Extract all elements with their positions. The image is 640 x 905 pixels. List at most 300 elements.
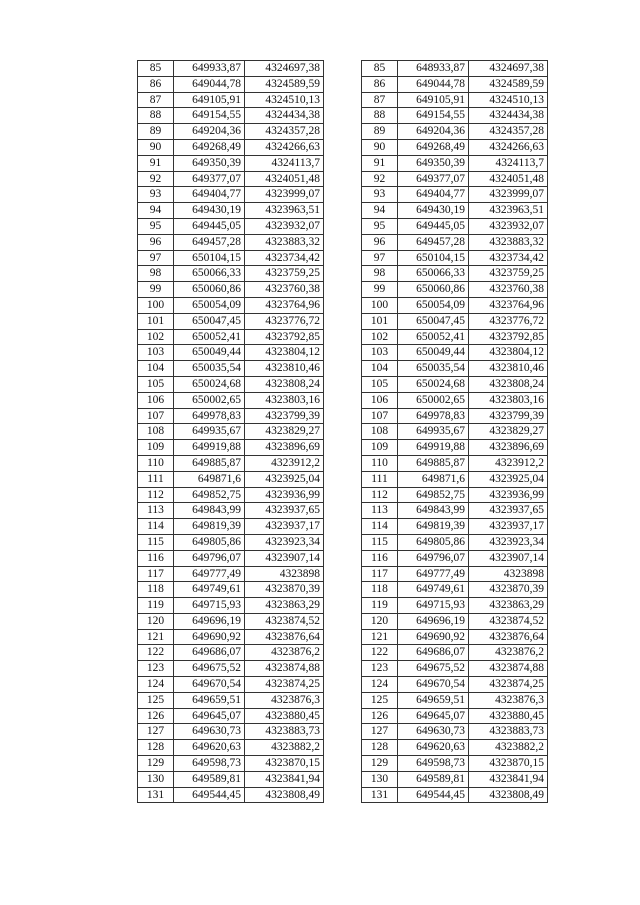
x-coordinate-cell: 649154,55	[174, 108, 245, 124]
y-coordinate-cell: 4323898	[245, 566, 324, 582]
point-number-cell: 98	[138, 266, 174, 282]
x-coordinate-cell: 649268,49	[398, 139, 469, 155]
point-number-cell: 110	[138, 455, 174, 471]
coordinates-table-right-body	[362, 61, 548, 803]
point-number-cell: 99	[362, 282, 398, 298]
table-row	[362, 329, 548, 345]
table-row	[138, 598, 324, 614]
point-number-cell: 125	[362, 692, 398, 708]
x-coordinate-cell: 649659,51	[174, 692, 245, 708]
table-row	[138, 329, 324, 345]
table-row	[138, 155, 324, 171]
point-number-cell: 118	[362, 582, 398, 598]
y-coordinate-cell: 4323874,25	[245, 677, 324, 693]
x-coordinate-cell: 649659,51	[398, 692, 469, 708]
y-coordinate-cell: 4323804,12	[245, 345, 324, 361]
point-number-cell: 130	[138, 771, 174, 787]
point-number-cell: 97	[362, 250, 398, 266]
point-number-cell: 86	[362, 76, 398, 92]
point-number-cell: 88	[362, 108, 398, 124]
y-coordinate-cell: 4323932,07	[245, 218, 324, 234]
table-row	[138, 724, 324, 740]
point-number-cell: 119	[362, 598, 398, 614]
y-coordinate-cell: 4323896,69	[469, 440, 548, 456]
point-number-cell: 117	[362, 566, 398, 582]
point-number-cell: 93	[362, 187, 398, 203]
point-number-cell: 114	[138, 519, 174, 535]
y-coordinate-cell: 4324697,38	[469, 61, 548, 77]
y-coordinate-cell: 4324266,63	[245, 139, 324, 155]
x-coordinate-cell: 649457,28	[174, 234, 245, 250]
y-coordinate-cell: 4323863,29	[245, 598, 324, 614]
x-coordinate-cell: 649871,6	[398, 471, 469, 487]
point-number-cell: 91	[138, 155, 174, 171]
y-coordinate-cell: 4324589,59	[245, 76, 324, 92]
point-number-cell: 105	[138, 376, 174, 392]
table-row	[362, 471, 548, 487]
table-row	[138, 629, 324, 645]
table-row	[138, 708, 324, 724]
table-row	[362, 266, 548, 282]
table-row	[362, 171, 548, 187]
point-number-cell: 116	[362, 550, 398, 566]
table-row	[138, 361, 324, 377]
table-row	[362, 519, 548, 535]
y-coordinate-cell: 4323841,94	[245, 771, 324, 787]
point-number-cell: 100	[138, 297, 174, 313]
x-coordinate-cell: 649457,28	[398, 234, 469, 250]
table-row	[362, 282, 548, 298]
x-coordinate-cell: 649749,61	[174, 582, 245, 598]
table-row	[362, 361, 548, 377]
x-coordinate-cell: 650002,65	[398, 392, 469, 408]
x-coordinate-cell: 649589,81	[398, 771, 469, 787]
x-coordinate-cell: 650035,54	[174, 361, 245, 377]
table-row	[362, 76, 548, 92]
point-number-cell: 109	[362, 440, 398, 456]
x-coordinate-cell: 649670,54	[398, 677, 469, 693]
y-coordinate-cell: 4323907,14	[469, 550, 548, 566]
y-coordinate-cell: 4323764,96	[469, 297, 548, 313]
table-row	[138, 487, 324, 503]
table-row	[138, 677, 324, 693]
point-number-cell: 94	[138, 203, 174, 219]
y-coordinate-cell: 4323876,3	[245, 692, 324, 708]
x-coordinate-cell: 649630,73	[174, 724, 245, 740]
x-coordinate-cell: 649919,88	[398, 440, 469, 456]
table-row	[362, 124, 548, 140]
table-row	[362, 708, 548, 724]
y-coordinate-cell: 4323912,2	[245, 455, 324, 471]
x-coordinate-cell: 649430,19	[174, 203, 245, 219]
y-coordinate-cell: 4323799,39	[245, 408, 324, 424]
x-coordinate-cell: 650060,86	[174, 282, 245, 298]
x-coordinate-cell: 649204,36	[174, 124, 245, 140]
x-coordinate-cell: 649670,54	[174, 677, 245, 693]
x-coordinate-cell: 650047,45	[174, 313, 245, 329]
x-coordinate-cell: 649819,39	[398, 519, 469, 535]
y-coordinate-cell: 4323870,39	[469, 582, 548, 598]
table-row	[138, 218, 324, 234]
table-row	[138, 392, 324, 408]
y-coordinate-cell: 4323925,04	[245, 471, 324, 487]
y-coordinate-cell: 4323874,88	[469, 661, 548, 677]
point-number-cell: 120	[138, 613, 174, 629]
table-row	[362, 771, 548, 787]
point-number-cell: 113	[362, 503, 398, 519]
coordinates-table-right	[361, 60, 548, 803]
point-number-cell: 120	[362, 613, 398, 629]
y-coordinate-cell: 4323810,46	[245, 361, 324, 377]
table-row	[138, 171, 324, 187]
point-number-cell: 95	[138, 218, 174, 234]
x-coordinate-cell: 650054,09	[174, 297, 245, 313]
y-coordinate-cell: 4323874,88	[245, 661, 324, 677]
y-coordinate-cell: 4323808,49	[245, 787, 324, 803]
table-row	[138, 550, 324, 566]
x-coordinate-cell: 649749,61	[398, 582, 469, 598]
point-number-cell: 92	[362, 171, 398, 187]
y-coordinate-cell: 4323883,73	[469, 724, 548, 740]
point-number-cell: 92	[138, 171, 174, 187]
y-coordinate-cell: 4323883,32	[469, 234, 548, 250]
x-coordinate-cell: 650002,65	[174, 392, 245, 408]
table-row	[362, 424, 548, 440]
table-row	[362, 740, 548, 756]
table-row	[138, 771, 324, 787]
table-row	[362, 61, 548, 77]
point-number-cell: 128	[362, 740, 398, 756]
y-coordinate-cell: 4323808,24	[469, 376, 548, 392]
point-number-cell: 89	[362, 124, 398, 140]
table-row	[362, 408, 548, 424]
table-row	[138, 455, 324, 471]
x-coordinate-cell: 649404,77	[398, 187, 469, 203]
y-coordinate-cell: 4323734,42	[245, 250, 324, 266]
x-coordinate-cell: 649544,45	[398, 787, 469, 803]
x-coordinate-cell: 649935,67	[398, 424, 469, 440]
x-coordinate-cell: 649645,07	[398, 708, 469, 724]
table-row	[138, 613, 324, 629]
point-number-cell: 122	[362, 645, 398, 661]
point-number-cell: 125	[138, 692, 174, 708]
y-coordinate-cell: 4323999,07	[469, 187, 548, 203]
point-number-cell: 95	[362, 218, 398, 234]
x-coordinate-cell: 650104,15	[174, 250, 245, 266]
y-coordinate-cell: 4324510,13	[469, 92, 548, 108]
point-number-cell: 96	[138, 234, 174, 250]
x-coordinate-cell: 649675,52	[174, 661, 245, 677]
x-coordinate-cell: 650047,45	[398, 313, 469, 329]
point-number-cell: 87	[138, 92, 174, 108]
x-coordinate-cell: 650066,33	[174, 266, 245, 282]
table-row	[362, 629, 548, 645]
table-row	[362, 566, 548, 582]
point-number-cell: 87	[362, 92, 398, 108]
table-row	[138, 203, 324, 219]
point-number-cell: 116	[138, 550, 174, 566]
y-coordinate-cell: 4323829,27	[245, 424, 324, 440]
point-number-cell: 93	[138, 187, 174, 203]
point-number-cell: 101	[362, 313, 398, 329]
point-number-cell: 104	[362, 361, 398, 377]
y-coordinate-cell: 4324510,13	[245, 92, 324, 108]
y-coordinate-cell: 4323876,2	[469, 645, 548, 661]
y-coordinate-cell: 4323734,42	[469, 250, 548, 266]
table-row	[362, 297, 548, 313]
table-row	[362, 392, 548, 408]
table-row	[362, 724, 548, 740]
y-coordinate-cell: 4323759,25	[245, 266, 324, 282]
y-coordinate-cell: 4323876,64	[469, 629, 548, 645]
table-row	[138, 187, 324, 203]
y-coordinate-cell: 4323936,99	[245, 487, 324, 503]
point-number-cell: 101	[138, 313, 174, 329]
y-coordinate-cell: 4323876,2	[245, 645, 324, 661]
table-row	[138, 345, 324, 361]
table-row	[362, 440, 548, 456]
x-coordinate-cell: 649350,39	[174, 155, 245, 171]
table-row	[138, 76, 324, 92]
y-coordinate-cell: 4323880,45	[245, 708, 324, 724]
table-row	[138, 471, 324, 487]
table-row	[362, 155, 548, 171]
table-row	[362, 218, 548, 234]
table-row	[362, 92, 548, 108]
x-coordinate-cell: 649620,63	[174, 740, 245, 756]
table-row	[138, 408, 324, 424]
point-number-cell: 103	[362, 345, 398, 361]
y-coordinate-cell: 4323883,73	[245, 724, 324, 740]
table-row	[138, 282, 324, 298]
y-coordinate-cell: 4323874,52	[469, 613, 548, 629]
x-coordinate-cell: 649445,05	[174, 218, 245, 234]
x-coordinate-cell: 649620,63	[398, 740, 469, 756]
table-row	[138, 440, 324, 456]
table-row	[138, 297, 324, 313]
point-number-cell: 124	[362, 677, 398, 693]
y-coordinate-cell: 4323792,85	[469, 329, 548, 345]
x-coordinate-cell: 649696,19	[398, 613, 469, 629]
x-coordinate-cell: 650049,44	[174, 345, 245, 361]
y-coordinate-cell: 4323870,15	[245, 756, 324, 772]
x-coordinate-cell: 649805,86	[174, 534, 245, 550]
table-row	[138, 92, 324, 108]
table-row	[362, 108, 548, 124]
point-number-cell: 102	[362, 329, 398, 345]
x-coordinate-cell: 649044,78	[174, 76, 245, 92]
x-coordinate-cell: 649935,67	[174, 424, 245, 440]
table-row	[138, 124, 324, 140]
point-number-cell: 111	[362, 471, 398, 487]
coordinates-table-left	[137, 60, 324, 803]
table-row	[362, 203, 548, 219]
point-number-cell: 123	[138, 661, 174, 677]
y-coordinate-cell: 4324589,59	[469, 76, 548, 92]
y-coordinate-cell: 4323810,46	[469, 361, 548, 377]
y-coordinate-cell: 4323882,2	[245, 740, 324, 756]
y-coordinate-cell: 4323803,16	[245, 392, 324, 408]
table-row	[138, 61, 324, 77]
y-coordinate-cell: 4323799,39	[469, 408, 548, 424]
y-coordinate-cell: 4323896,69	[245, 440, 324, 456]
point-number-cell: 121	[362, 629, 398, 645]
y-coordinate-cell: 4323874,52	[245, 613, 324, 629]
y-coordinate-cell: 4323776,72	[245, 313, 324, 329]
point-number-cell: 126	[138, 708, 174, 724]
y-coordinate-cell: 4323880,45	[469, 708, 548, 724]
table-row	[362, 534, 548, 550]
x-coordinate-cell: 650049,44	[398, 345, 469, 361]
x-coordinate-cell: 649843,99	[398, 503, 469, 519]
table-row	[362, 455, 548, 471]
point-number-cell: 103	[138, 345, 174, 361]
table-row	[362, 345, 548, 361]
x-coordinate-cell: 649852,75	[398, 487, 469, 503]
point-number-cell: 121	[138, 629, 174, 645]
point-number-cell: 123	[362, 661, 398, 677]
x-coordinate-cell: 650054,09	[398, 297, 469, 313]
y-coordinate-cell: 4324113,7	[469, 155, 548, 171]
point-number-cell: 115	[362, 534, 398, 550]
y-coordinate-cell: 4323760,38	[469, 282, 548, 298]
x-coordinate-cell: 649630,73	[398, 724, 469, 740]
x-coordinate-cell: 649933,87	[174, 61, 245, 77]
x-coordinate-cell: 649445,05	[398, 218, 469, 234]
x-coordinate-cell: 650024,68	[174, 376, 245, 392]
x-coordinate-cell: 649404,77	[174, 187, 245, 203]
table-row	[362, 645, 548, 661]
y-coordinate-cell: 4324051,48	[245, 171, 324, 187]
x-coordinate-cell: 649204,36	[398, 124, 469, 140]
point-number-cell: 112	[138, 487, 174, 503]
table-row	[362, 503, 548, 519]
table-row	[362, 187, 548, 203]
x-coordinate-cell: 649777,49	[398, 566, 469, 582]
table-row	[138, 534, 324, 550]
x-coordinate-cell: 650052,41	[398, 329, 469, 345]
x-coordinate-cell: 649885,87	[174, 455, 245, 471]
x-coordinate-cell: 649645,07	[174, 708, 245, 724]
point-number-cell: 115	[138, 534, 174, 550]
table-row	[362, 313, 548, 329]
y-coordinate-cell: 4323792,85	[245, 329, 324, 345]
y-coordinate-cell: 4324357,28	[469, 124, 548, 140]
point-number-cell: 85	[362, 61, 398, 77]
point-number-cell: 106	[362, 392, 398, 408]
point-number-cell: 108	[138, 424, 174, 440]
x-coordinate-cell: 649796,07	[398, 550, 469, 566]
x-coordinate-cell: 649686,07	[398, 645, 469, 661]
y-coordinate-cell: 4323925,04	[469, 471, 548, 487]
table-row	[362, 550, 548, 566]
point-number-cell: 90	[138, 139, 174, 155]
point-number-cell: 111	[138, 471, 174, 487]
y-coordinate-cell: 4323764,96	[245, 297, 324, 313]
table-row	[362, 234, 548, 250]
point-number-cell: 131	[138, 787, 174, 803]
point-number-cell: 89	[138, 124, 174, 140]
x-coordinate-cell: 649690,92	[174, 629, 245, 645]
point-number-cell: 119	[138, 598, 174, 614]
point-number-cell: 100	[362, 297, 398, 313]
point-number-cell: 122	[138, 645, 174, 661]
table-row	[362, 487, 548, 503]
x-coordinate-cell: 649852,75	[174, 487, 245, 503]
x-coordinate-cell: 649544,45	[174, 787, 245, 803]
table-row	[362, 787, 548, 803]
y-coordinate-cell: 4323776,72	[469, 313, 548, 329]
point-number-cell: 124	[138, 677, 174, 693]
table-row	[138, 503, 324, 519]
point-number-cell: 129	[138, 756, 174, 772]
x-coordinate-cell: 649589,81	[174, 771, 245, 787]
table-row	[138, 139, 324, 155]
x-coordinate-cell: 649044,78	[398, 76, 469, 92]
table-row	[362, 756, 548, 772]
x-coordinate-cell: 649805,86	[398, 534, 469, 550]
point-number-cell: 86	[138, 76, 174, 92]
y-coordinate-cell: 4323936,99	[469, 487, 548, 503]
point-number-cell: 107	[138, 408, 174, 424]
table-row	[138, 566, 324, 582]
point-number-cell: 106	[138, 392, 174, 408]
point-number-cell: 129	[362, 756, 398, 772]
y-coordinate-cell: 4323804,12	[469, 345, 548, 361]
point-number-cell: 104	[138, 361, 174, 377]
y-coordinate-cell: 4323937,17	[245, 519, 324, 535]
x-coordinate-cell: 649919,88	[174, 440, 245, 456]
y-coordinate-cell: 4323876,3	[469, 692, 548, 708]
y-coordinate-cell: 4323759,25	[469, 266, 548, 282]
x-coordinate-cell: 649105,91	[174, 92, 245, 108]
point-number-cell: 130	[362, 771, 398, 787]
y-coordinate-cell: 4323882,2	[469, 740, 548, 756]
x-coordinate-cell: 650035,54	[398, 361, 469, 377]
y-coordinate-cell: 4323876,64	[245, 629, 324, 645]
table-row	[138, 313, 324, 329]
x-coordinate-cell: 649598,73	[398, 756, 469, 772]
y-coordinate-cell: 4323963,51	[469, 203, 548, 219]
y-coordinate-cell: 4324434,38	[245, 108, 324, 124]
x-coordinate-cell: 649350,39	[398, 155, 469, 171]
y-coordinate-cell: 4323912,2	[469, 455, 548, 471]
table-row	[138, 108, 324, 124]
x-coordinate-cell: 649777,49	[174, 566, 245, 582]
x-coordinate-cell: 649715,93	[174, 598, 245, 614]
x-coordinate-cell: 649885,87	[398, 455, 469, 471]
y-coordinate-cell: 4323937,65	[245, 503, 324, 519]
table-row	[138, 661, 324, 677]
x-coordinate-cell: 649268,49	[174, 139, 245, 155]
point-number-cell: 108	[362, 424, 398, 440]
x-coordinate-cell: 650052,41	[174, 329, 245, 345]
table-row	[362, 692, 548, 708]
x-coordinate-cell: 649105,91	[398, 92, 469, 108]
point-number-cell: 113	[138, 503, 174, 519]
y-coordinate-cell: 4323760,38	[245, 282, 324, 298]
y-coordinate-cell: 4323829,27	[469, 424, 548, 440]
table-row	[138, 692, 324, 708]
x-coordinate-cell: 649696,19	[174, 613, 245, 629]
y-coordinate-cell: 4323932,07	[469, 218, 548, 234]
x-coordinate-cell: 650104,15	[398, 250, 469, 266]
point-number-cell: 107	[362, 408, 398, 424]
point-number-cell: 112	[362, 487, 398, 503]
table-row	[138, 645, 324, 661]
x-coordinate-cell: 649377,07	[398, 171, 469, 187]
y-coordinate-cell: 4323937,17	[469, 519, 548, 535]
